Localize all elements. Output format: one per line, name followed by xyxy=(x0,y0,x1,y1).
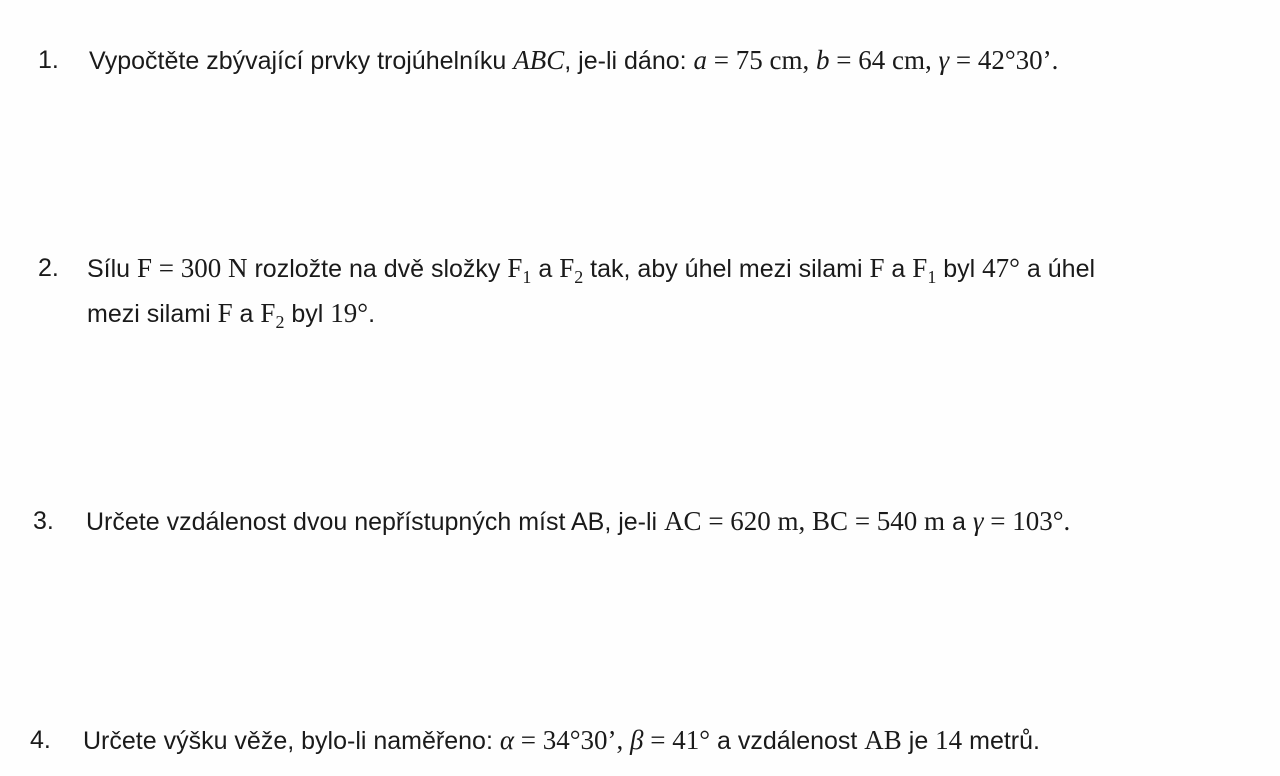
math-segment: b xyxy=(816,45,830,75)
math-segment: = 42°30’. xyxy=(949,45,1059,75)
text-segment: , je-li dáno: xyxy=(564,47,694,75)
problem-number: 3. xyxy=(33,507,54,535)
math-segment: AC = 620 m, BC = 540 m xyxy=(664,506,946,536)
subscript: 2 xyxy=(574,267,584,287)
math-segment: F xyxy=(869,253,885,283)
math-segment: F xyxy=(217,298,233,328)
text-segment: a xyxy=(945,508,973,536)
problem-text xyxy=(87,246,1095,336)
math-segment: γ xyxy=(938,45,950,75)
math-segment: = 64 cm, xyxy=(829,45,939,75)
math-segment: 14 xyxy=(935,725,963,755)
text-segment: a xyxy=(884,255,913,283)
problem-line-2 xyxy=(87,291,1095,336)
math-segment: = 41° xyxy=(643,725,711,755)
text-segment: rozložte na dvě složky xyxy=(247,255,508,283)
problem-text xyxy=(83,718,1040,763)
problem-text xyxy=(86,499,1070,544)
problem-number: 1. xyxy=(38,46,59,74)
math-segment: AB xyxy=(864,725,902,755)
text-segment: . xyxy=(368,300,376,328)
math-segment: γ xyxy=(972,506,984,536)
subscript: 1 xyxy=(522,267,532,287)
text-segment: Určete vzdálenost dvou nepřístupných míst AB, je-li xyxy=(86,508,665,536)
problem-text xyxy=(89,38,1058,83)
math-segment: = 103°. xyxy=(983,506,1071,536)
math-segment: = 34°30’, xyxy=(514,725,631,755)
text-segment: a xyxy=(232,300,261,328)
problem-number: 4. xyxy=(30,726,51,754)
text-segment: mezi silami xyxy=(87,300,218,328)
text-segment: byl xyxy=(284,300,331,328)
math-segment: F xyxy=(260,298,276,328)
text-segment: tak, aby úhel mezi silami xyxy=(583,255,870,283)
math-segment: F = 300 N xyxy=(137,253,248,283)
text-segment: Vypočtěte zbývající prvky trojúhelníku xyxy=(89,47,514,75)
math-segment: a xyxy=(693,45,708,75)
math-segment: F xyxy=(507,253,523,283)
text-segment: je xyxy=(901,727,936,755)
subscript: 2 xyxy=(275,312,285,332)
problem-line-1 xyxy=(87,246,1095,291)
math-segment: F xyxy=(912,253,928,283)
math-segment: β xyxy=(630,725,644,755)
math-segment: 47° xyxy=(982,253,1020,283)
math-segment: 19° xyxy=(330,298,369,328)
text-segment: a úhel xyxy=(1019,255,1096,283)
text-segment: byl xyxy=(936,255,983,283)
math-segment: α xyxy=(499,725,515,755)
math-segment: = 75 cm, xyxy=(707,45,816,75)
text-segment: a xyxy=(531,255,560,283)
problem-number: 2. xyxy=(38,254,59,282)
text-segment: metrů. xyxy=(962,727,1040,755)
math-segment: F xyxy=(559,253,575,283)
text-segment: a vzdálenost xyxy=(710,727,865,755)
math-segment: ABC xyxy=(513,45,565,75)
text-segment: Sílu xyxy=(87,255,138,283)
subscript: 1 xyxy=(927,267,937,287)
text-segment: Určete výšku věže, bylo-li naměřeno: xyxy=(83,727,500,755)
